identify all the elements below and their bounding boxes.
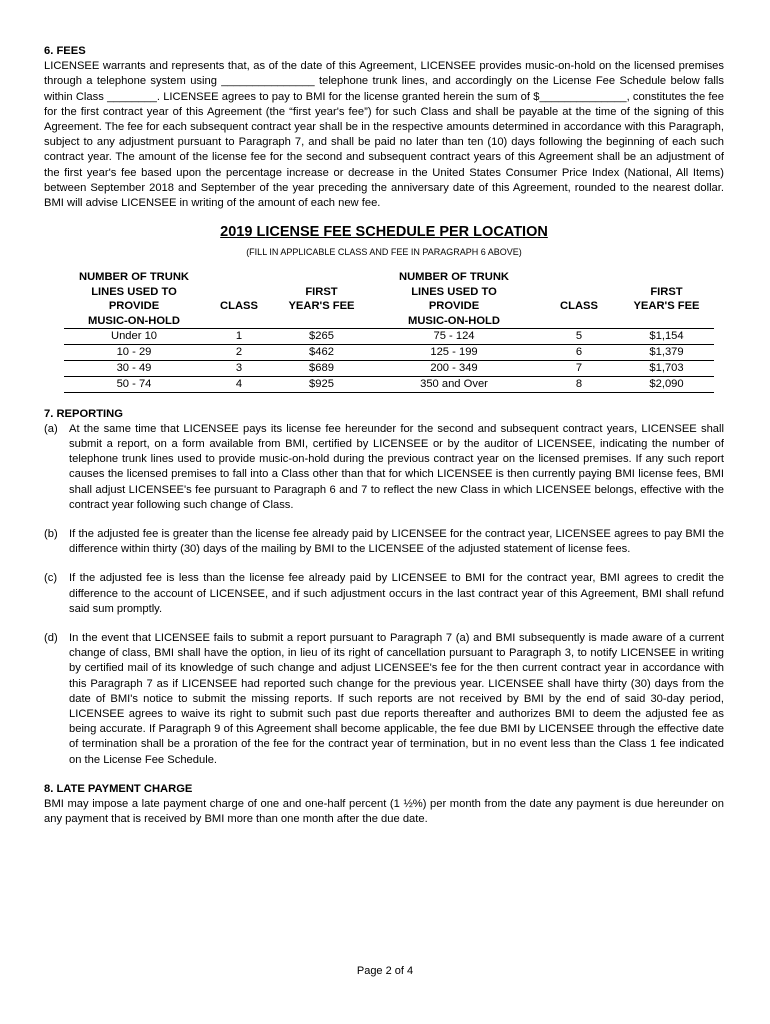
cell-trunk-lines: 30 - 49 bbox=[64, 361, 204, 377]
cell-class: 6 bbox=[539, 345, 619, 361]
header-class-right bbox=[539, 270, 619, 329]
table-header-row bbox=[64, 270, 714, 329]
cell-class: 7 bbox=[539, 361, 619, 377]
table-row bbox=[64, 345, 714, 361]
item-text: If the adjusted fee is greater than the license fee already paid by LICENSEE for the contract year, LICENSEE agrees to pay BMI the difference within thirty (30) days of the mailing by BMI to the LICENSEE of the adjusted statement of license fees. bbox=[69, 528, 724, 556]
fee-schedule-subtitle: (FILL IN APPLICABLE CLASS AND FEE IN PARAGRAPH 6 ABOVE) bbox=[246, 247, 522, 258]
cell-fee: $1,154 bbox=[619, 329, 714, 345]
item-label: (d) bbox=[44, 632, 58, 645]
cell-trunk-lines: 75 - 124 bbox=[369, 329, 539, 345]
header-line: FIRST bbox=[650, 285, 683, 298]
header-fee-right bbox=[619, 270, 714, 329]
header-line: MUSIC-ON-HOLD bbox=[88, 314, 180, 327]
reporting-item-b bbox=[44, 527, 724, 557]
header-line: NUMBER OF TRUNK bbox=[398, 271, 509, 284]
item-label: (a) bbox=[44, 422, 58, 435]
late-payment-section bbox=[44, 782, 724, 828]
header-trunk-lines-left bbox=[64, 270, 204, 329]
header-line: CLASS bbox=[220, 300, 258, 313]
table-row bbox=[64, 361, 714, 377]
cell-class: 2 bbox=[204, 345, 274, 361]
reporting-item-d bbox=[44, 631, 724, 768]
header-class-left bbox=[204, 270, 274, 329]
header-line: CLASS bbox=[560, 300, 598, 313]
cell-class: 4 bbox=[204, 376, 274, 392]
cell-class: 8 bbox=[539, 376, 619, 392]
late-payment-paragraph: BMI may impose a late payment charge of one and one-half percent (1 ½%) per month from the date any payment is due hereunder on any payment that is received by BMI more than one month after the due date. bbox=[44, 798, 724, 826]
cell-class: 5 bbox=[539, 329, 619, 345]
item-label: (c) bbox=[44, 572, 58, 585]
late-payment-heading: 8. LATE PAYMENT CHARGE bbox=[44, 782, 193, 795]
header-line: YEAR'S FEE bbox=[633, 300, 700, 313]
reporting-heading: 7. REPORTING bbox=[44, 407, 123, 420]
header-line: LINES USED TO bbox=[411, 285, 497, 298]
cell-fee: $2,090 bbox=[619, 376, 714, 392]
cell-trunk-lines: 350 and Over bbox=[369, 376, 539, 392]
header-line: YEAR'S FEE bbox=[288, 300, 355, 313]
cell-fee: $689 bbox=[274, 361, 369, 377]
fee-schedule-table bbox=[64, 270, 714, 392]
header-line: FIRST bbox=[305, 285, 338, 298]
cell-fee: $1,703 bbox=[619, 361, 714, 377]
cell-fee: $925 bbox=[274, 376, 369, 392]
page-number: Page 2 of 4 bbox=[356, 965, 414, 977]
item-text: At the same time that LICENSEE pays its license fee hereunder for the second and subsequent contract years, LICENSEE shall submit a report, on a form available from BMI, certified by LICENSEE or by the auditor of LICENSEE, indicating the number of telephone trunk lines used to provide music-on-hold during the previous contract year on the licensed premises. If any such report causes the licensed premises to fall into a Class other than that for which LICENSEE is then currently paying BMI license fees, BMI shall adjust LICENSEE's fee pursuant to Paragraph 6 and 7 to reflect the new Class in which LICENSEE belongs, effective with the contract year following such change of Class. bbox=[69, 422, 724, 511]
table-row bbox=[64, 376, 714, 392]
fee-schedule-title: 2019 LICENSE FEE SCHEDULE PER LOCATION bbox=[220, 224, 548, 241]
cell-fee: $1,379 bbox=[619, 345, 714, 361]
table-row bbox=[64, 329, 714, 345]
header-line: PROVIDE bbox=[108, 300, 160, 313]
fees-heading: 6. FEES bbox=[44, 45, 86, 57]
header-line: LINES USED TO bbox=[91, 285, 177, 298]
cell-trunk-lines: 10 - 29 bbox=[64, 345, 204, 361]
cell-fee: $265 bbox=[274, 329, 369, 345]
reporting-section bbox=[44, 407, 724, 768]
header-trunk-lines-right bbox=[369, 270, 539, 329]
reporting-item-a bbox=[44, 422, 724, 513]
cell-class: 1 bbox=[204, 329, 274, 345]
cell-trunk-lines: 125 - 199 bbox=[369, 345, 539, 361]
item-label: (b) bbox=[44, 528, 58, 541]
cell-trunk-lines: 200 - 349 bbox=[369, 361, 539, 377]
header-line: MUSIC-ON-HOLD bbox=[408, 314, 500, 327]
header-line: NUMBER OF TRUNK bbox=[78, 271, 189, 284]
header-fee-left bbox=[274, 270, 369, 329]
document-page bbox=[44, 44, 724, 828]
cell-fee: $462 bbox=[274, 345, 369, 361]
cell-trunk-lines: 50 - 74 bbox=[64, 376, 204, 392]
fees-paragraph: LICENSEE warrants and represents that, as of the date of this Agreement, LICENSEE provides music-on-hold on the licensed premises through a telephone system using _______________ telephone trunk lines, and accordingly on the License Fee Schedule below falls within Class ________. LICENSEE agrees to pay to BMI for the license granted herein the sum of $______________, constitutes the fee for the first contract year of this Agreement (the “first year's fee”) for such Class and shall be payable at the time of the signing of this Agreement. The fee for each subsequent contract year shall be in the respective amounts determined in accordance with this Paragraph, subject to any adjustment pursuant to Paragraph 7, and shall be paid no later than ten (10) days following the beginning of each such contract year. The amount of the license fee for the second and subsequent contract years of this Agreement shall be an adjustment of the first year's fee based upon the percentage increase or decrease in the United States Consumer Price Index (National, All Items) between September 2018 and September of the year preceding the anniversary date of this Agreement, rounded to the nearest dollar. BMI will advise LICENSEE in writing of the amount of each new fee. bbox=[44, 60, 724, 210]
reporting-item-c bbox=[44, 571, 724, 617]
item-text: If the adjusted fee is less than the license fee already paid by LICENSEE to BMI for the contract year, BMI agrees to credit the difference to the account of LICENSEE, and if such adjustment occurs in the last contract year of this Agreement, BMI shall refund said sum promptly. bbox=[69, 572, 724, 615]
header-line: PROVIDE bbox=[428, 300, 480, 313]
item-text: In the event that LICENSEE fails to submit a report pursuant to Paragraph 7 (a) and BMI subsequently is made aware of a current change of class, BMI shall have the option, in lieu of its right of cancellation pursuant to Paragraph 3, to notify LICENSEE in writing by certified mail of its knowledge of such change and adjust LICENSEE's fee for the then current contract year in accordance with this Paragraph 7 as if LICENSEE had reported such change for the previous year. LICENSEE shall have thirty (30) days from the date of BMI's notice to submit the missing reports. If such reports are not received by BMI by the end of said 30-day period, LICENSEE agrees to waive its right to submit such past due reports thereafter and authorizes BMI to deem the adjusted fee as being accurate. If Paragraph 9 of this Agreement shall become applicable, the fee due BMI by LICENSEE through the effective date of termination shall be a proration of the fee for the contract year of termination, but in no event less than the Class 1 fee indicated on the License Fee Schedule. bbox=[69, 632, 724, 766]
cell-class: 3 bbox=[204, 361, 274, 377]
cell-trunk-lines: Under 10 bbox=[64, 329, 204, 345]
